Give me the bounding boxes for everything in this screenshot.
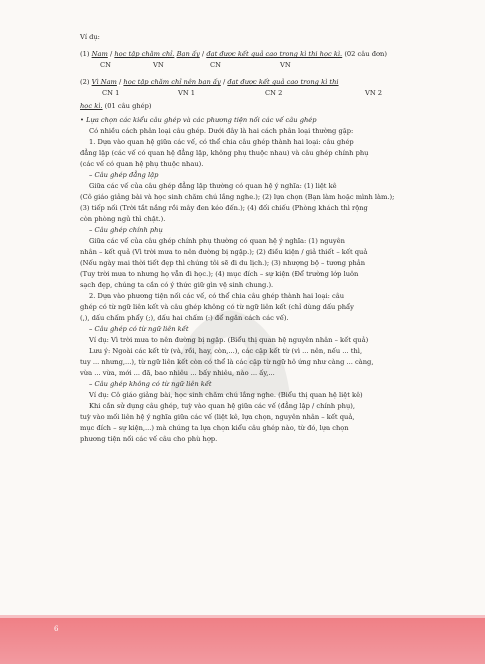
body-line: còn phòng ngủ thì chật.).	[80, 215, 166, 223]
section-bullet: • Lựa chọn các kiểu câu ghép và các phương tiện nối các vế câu ghép	[80, 116, 317, 124]
body-line: Có nhiều cách phân loại câu ghép. Dưới đây là hai cách phân loại thường gặp:	[89, 127, 354, 135]
subheading: – Câu ghép chính phụ	[89, 226, 163, 234]
body-line: vừa ... vừa, mới ... đã, bao nhiêu ... bấy nhiêu, nào ... ấy,...	[80, 369, 275, 377]
page-footer	[0, 615, 485, 664]
page-content	[80, 32, 432, 445]
body-line: mục đích – sự kiện,...) mà chúng ta lựa chọn kiểu câu ghép nào, từ đó, lựa chọn	[80, 424, 349, 432]
body-line: Giữa các vế của câu ghép chính phụ thường có quan hệ ý nghĩa: (1) nguyên	[89, 237, 345, 245]
body-line: tuy ... nhưng,...), từ ngữ liên kết còn có thể là các cặp từ ngữ hô ứng như càng ... càng,	[80, 358, 374, 366]
body-line: (3) tiếp nối (Trời tắt nắng rồi mây đen kéo đến.); (4) đối chiếu (Phòng khách thì rộng	[80, 204, 368, 212]
body-line: phương tiện nối các vế câu cho phù hợp.	[80, 435, 218, 443]
example-2-continuation: học kì. (01 câu ghép)	[80, 102, 152, 110]
body-line: 1. Dựa vào quan hệ giữa các vế, có thể chia câu ghép thành hai loại: câu ghép	[89, 138, 354, 146]
footer-strip	[0, 615, 485, 618]
body-line: 2. Dựa vào phương tiện nối các vế, có thể chia câu ghép thành hai loại: câu	[89, 292, 345, 300]
example-1-tags: CN VN CN VN	[100, 61, 291, 69]
body-line: Ví dụ: Cô giáo giảng bài, học sinh chăm chú lắng nghe. (Biểu thị quan hệ liệt kê)	[89, 391, 363, 399]
subheading: – Câu ghép không có từ ngữ liên kết	[89, 380, 212, 388]
body-line: Giữa các vế của câu ghép đẳng lập thường có quan hệ ý nghĩa: (1) liệt kê	[89, 182, 337, 190]
body-line: ghép có từ ngữ liên kết và câu ghép không có từ ngữ liên kết (chỉ dùng dấu phẩy	[80, 303, 354, 311]
example-2-tags: CN 1 VN 1 CN 2 VN 2	[102, 89, 383, 97]
body-line: Ví dụ: Vì trời mưa to nên đường bị ngập. (Biểu thị quan hệ nguyên nhân – kết quả)	[89, 336, 369, 344]
body-line: sạch đẹp, chúng ta cần có ý thức giữ gìn vệ sinh chung.).	[80, 281, 274, 289]
body-line: đẳng lập (các vế có quan hệ đẳng lập, không phụ thuộc nhau) và câu ghép chính phụ	[80, 149, 369, 157]
body-line: (Cô giáo giảng bài và học sinh chăm chú lắng nghe.); (2) lựa chọn (Bạn làm hoặc mình làm.);	[80, 193, 395, 201]
body-line: (,), dấu chấm phẩy (;), dấu hai chấm (:) để ngăn cách các vế).	[80, 314, 289, 322]
subheading: – Câu ghép có từ ngữ liên kết	[89, 325, 189, 333]
example-heading: Ví dụ:	[80, 33, 100, 41]
example-1-sentence: (1) Nam / học tập chăm chỉ. Bạn ấy / đạt được kết quả cao trong kì thi học kì. (02 câu đơn)	[80, 50, 387, 58]
page-number: 6	[54, 625, 59, 633]
body-line: Khi cần sử dụng câu ghép, tuỳ vào quan hệ giữa các vế (đẳng lập / chính phụ),	[89, 402, 355, 410]
body-line: Lưu ý: Ngoài các kết từ (và, rồi, hay, còn,...), các cặp kết từ (vì ... nên, nếu ... thì,	[89, 347, 363, 355]
body-line: (Nếu ngày mai thời tiết đẹp thì chúng tôi sẽ đi du lịch.); (3) nhượng bộ – tương phản	[80, 259, 366, 267]
body-line: tuỳ vào mối liên hệ ý nghĩa giữa các vế (liệt kê, lựa chọn, nguyên nhân – kết quả,	[80, 413, 355, 421]
body-line: (các vế có quan hệ phụ thuộc nhau).	[80, 160, 204, 168]
body-line: (Tuy trời mưa to nhưng họ vẫn đi học.); (4) mục đích – sự kiện (Để trường lớp luôn	[80, 270, 359, 278]
body-line: nhân – kết quả (Vì trời mưa to nên đường bị ngập.); (2) điều kiện / giả thiết – kết quả	[80, 248, 368, 256]
example-2-sentence: (2) Vì Nam / học tập chăm chỉ nên bạn ấy / đạt được kết quả cao trong kì thi	[80, 78, 339, 86]
subheading: – Câu ghép đẳng lập	[89, 171, 159, 179]
